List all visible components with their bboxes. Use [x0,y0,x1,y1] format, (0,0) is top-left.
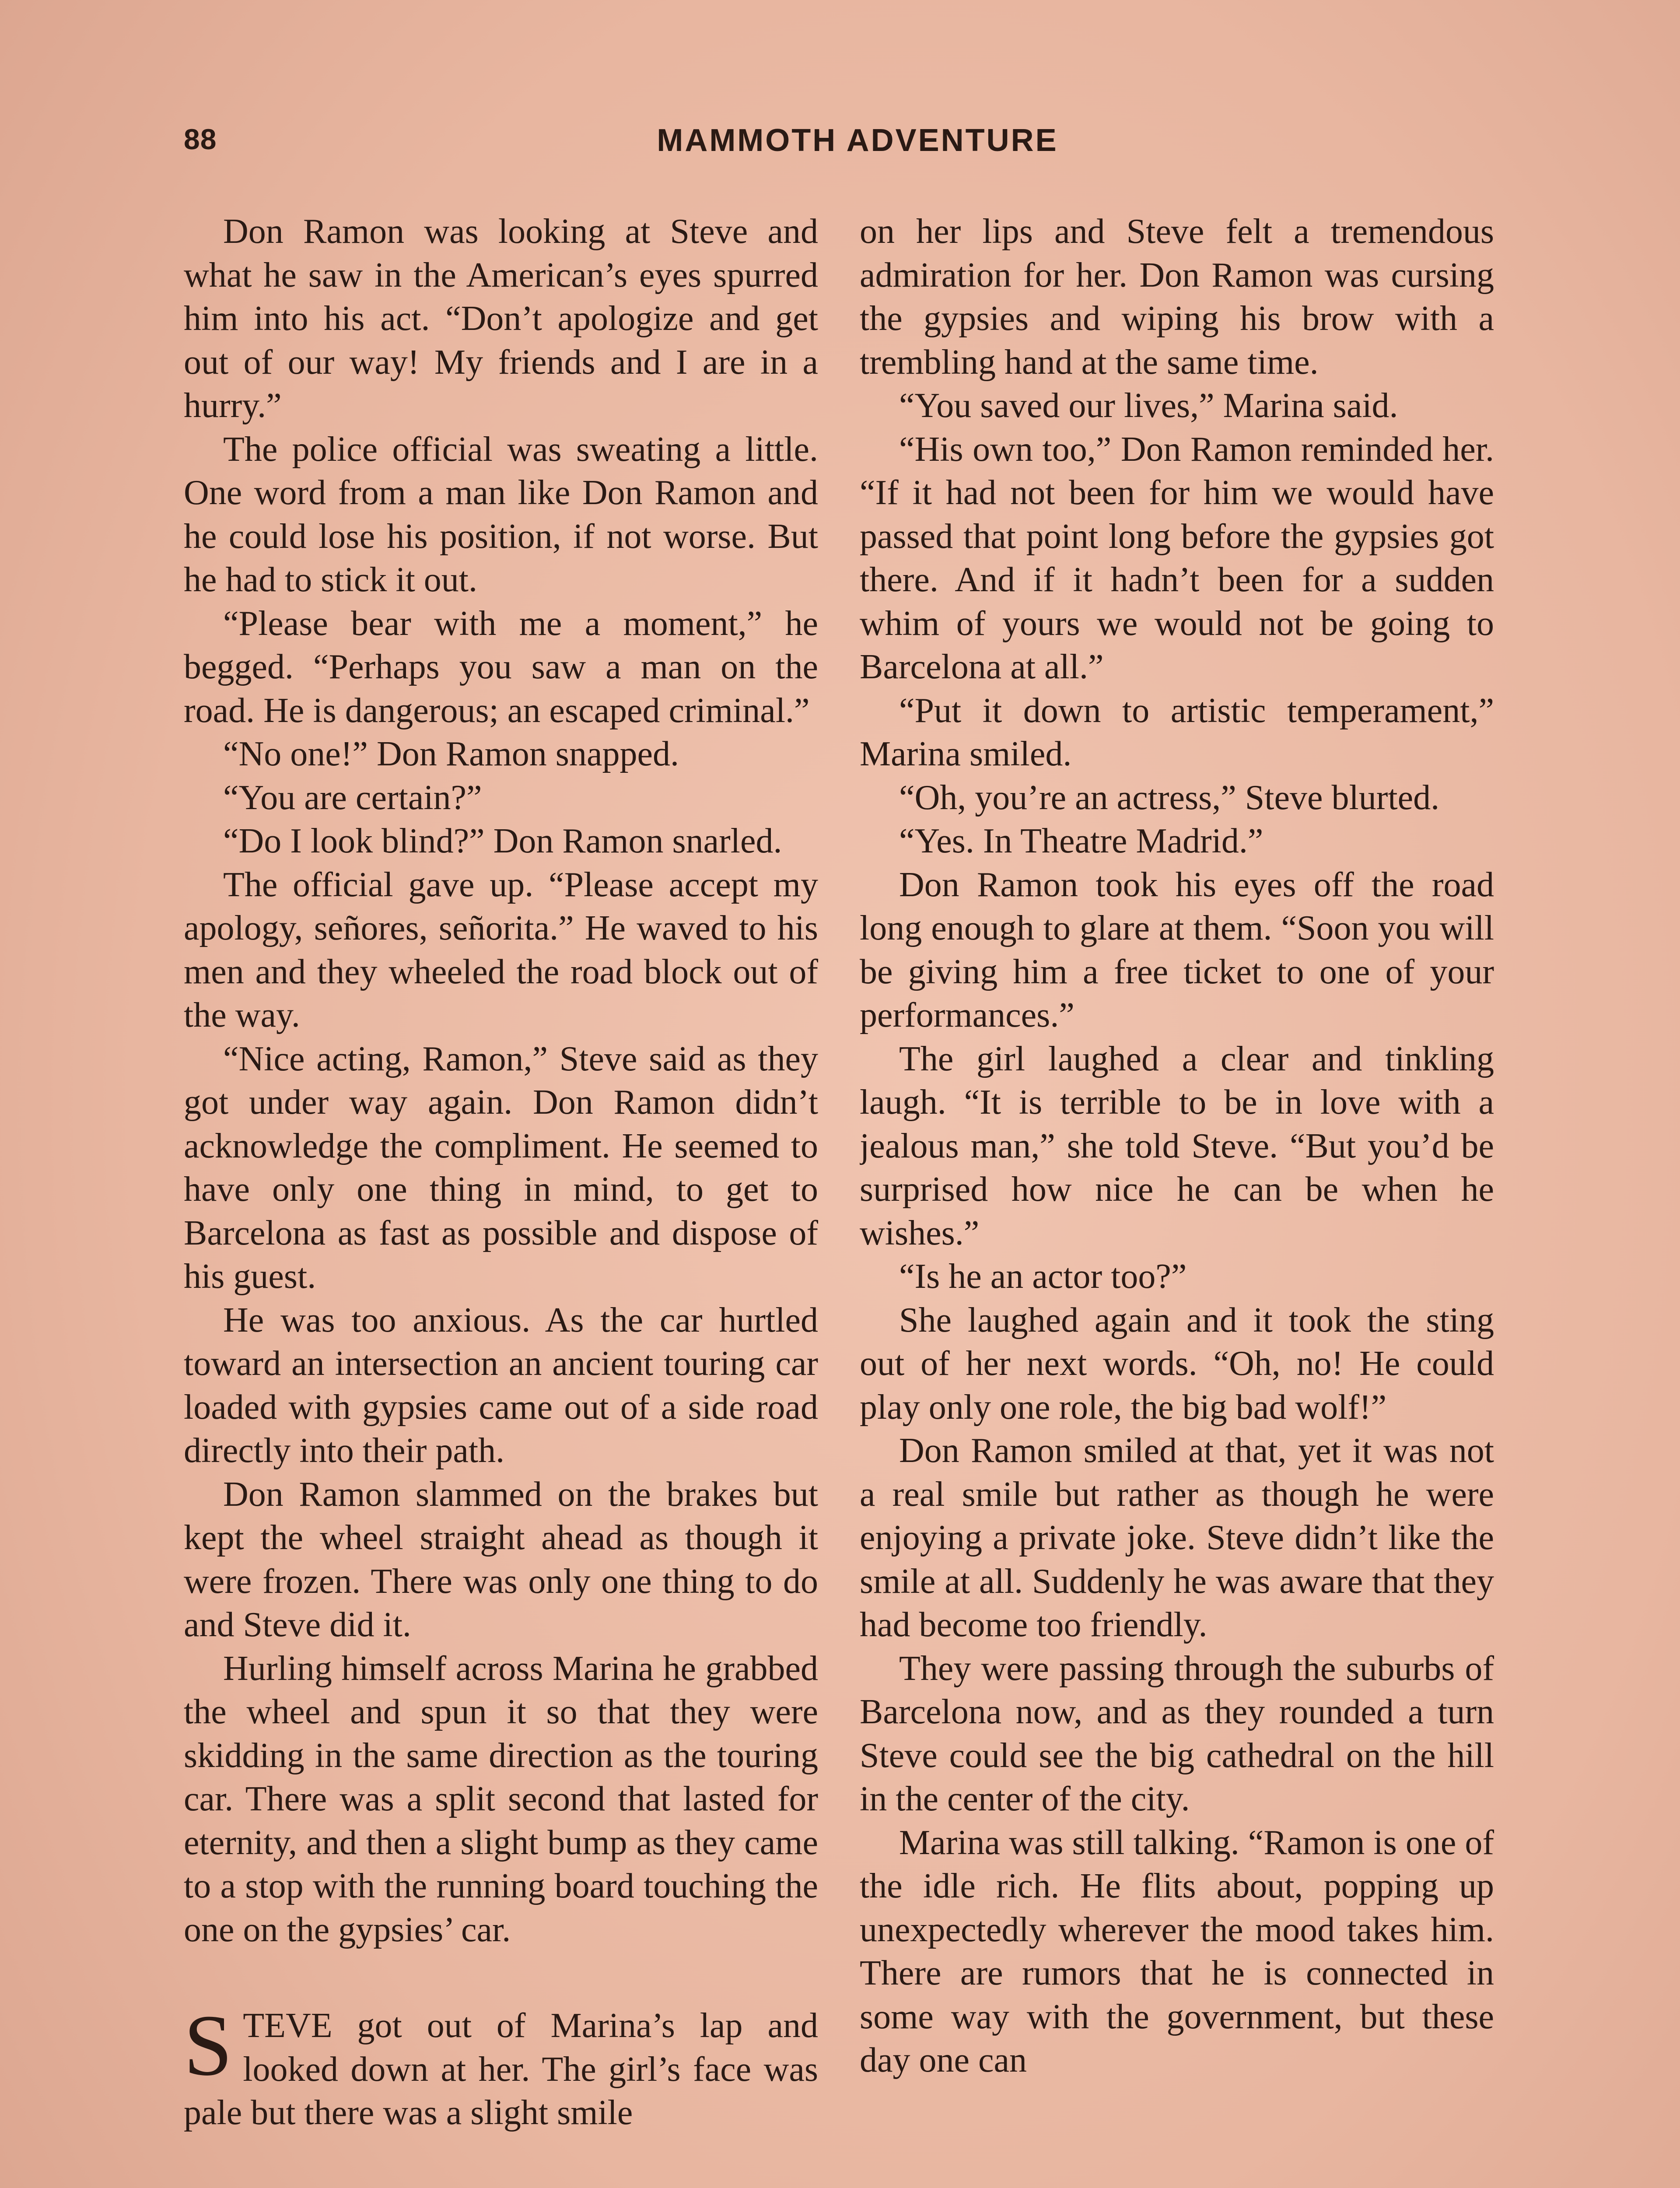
paragraph: “His own too,” Don Ramon reminded her. “If it had not been for him we would have passed that point long before the gypsies got there. And if it hadn’t been for a sudden whim of yours we would not be going to Barcelona at all.” [860,430,1494,686]
paragraph: “Put it down to artistic temperament,” Marina smiled. [860,691,1494,773]
paragraph: He was too anxious. As the car hurtled toward an intersection an ancient touring car loaded with gypsies came out of a side road directly into their path. [184,1301,818,1470]
running-title: MAMMOTH ADVENTURE [657,123,1058,158]
paragraph: “No one!” Don Ramon snapped. [223,735,679,773]
paragraph: They were passing through the suburbs of Barcelona now, and as they rounded a turn Steve could see the big cathedral on the hill in the center of the city. [860,1649,1494,1818]
paragraph: She laughed again and it took the sting out of her next words. “Oh, no! He could play only one role, the big bad wolf!” [860,1301,1494,1427]
paragraph-continued: on her lips and Steve felt a tremendous admiration for her. Don Ramon was cursing the gypsies and wiping his brow with a trembling hand at the same time. [860,212,1494,382]
page-number: 88 [184,123,217,155]
section-break [184,1952,818,2004]
paragraph: Don Ramon took his eyes off the road long enough to glare at them. “Soon you will be giving him a free ticket to one of your performances.” [860,865,1494,1034]
paragraph: “Oh, you’re an actress,” Steve blurted. [899,778,1440,817]
paragraph: Don Ramon smiled at that, yet it was not a real smile but rather as though he were enjoying a private joke. Steve didn’t like the smile at all. Suddenly he was aware that they had become too friendly. [860,1431,1494,1644]
paragraph: “You saved our lives,” Marina said. [899,386,1398,425]
drop-cap-initial: S [184,1997,233,2094]
right-column [860,210,1494,2188]
dropcap-paragraph [184,1997,818,2135]
paragraph: Hurling himself across Marina he grabbed the wheel and spun it so that they were skidding in the same direction as the touring car. There was a split second that lasted for eternity, and then a slight bump as they came to a stop with the running board touching the one on the gypsies’ car. [184,1649,818,1949]
paragraph: “Please bear with me a moment,” he begged. “Perhaps you saw a man on the road. He is dangerous; an escaped criminal.” [184,604,818,730]
left-column [184,210,818,2188]
paragraph: “You are certain?” [223,778,482,817]
running-head [184,123,1496,171]
paragraph: “Do I look blind?” Don Ramon snarled. [223,822,782,860]
dropcap-paragraph-text: TEVE got out of Marina’s lap and looked down at her. The girl’s face was pale but there was a slight smile [184,2006,818,2132]
paragraph: The girl laughed a clear and tinkling laugh. “It is terrible to be in love with a jealous man,” she told Steve. “But you’d be surprised how nice he can be when he wishes.” [860,1039,1494,1252]
paragraph: “Is he an actor too?” [899,1257,1187,1296]
paragraph: The police official was sweating a little. One word from a man like Don Ramon and he could lose his position, if not worse. But he had to stick it out. [184,430,818,599]
paragraph: “Yes. In Theatre Madrid.” [899,822,1264,860]
paragraph: Don Ramon slammed on the brakes but kept the wheel straight ahead as though it were frozen. There was only one thing to do and Steve did it. [184,1475,818,1644]
paragraph: Don Ramon was looking at Steve and what he saw in the American’s eyes spurred him into his act. “Don’t apologize and get out of our way! My friends and I are in a hurry.” [184,212,818,425]
paragraph: Marina was still talking. “Ramon is one of the idle rich. He flits about, popping up unexpectedly wherever the mood takes him. There are rumors that he is connected in some way with the government, but these day one can [860,1823,1494,2079]
paragraph: “Nice acting, Ramon,” Steve said as they got under way again. Don Ramon didn’t acknowledge the compliment. He seemed to have only one thing in mind, to get to Barcelona as fast as possible and dispose of his guest. [184,1039,818,1296]
paragraph: The official gave up. “Please accept my apology, señores, señorita.” He waved to his men and they wheeled the road block out of the way. [184,865,818,1034]
